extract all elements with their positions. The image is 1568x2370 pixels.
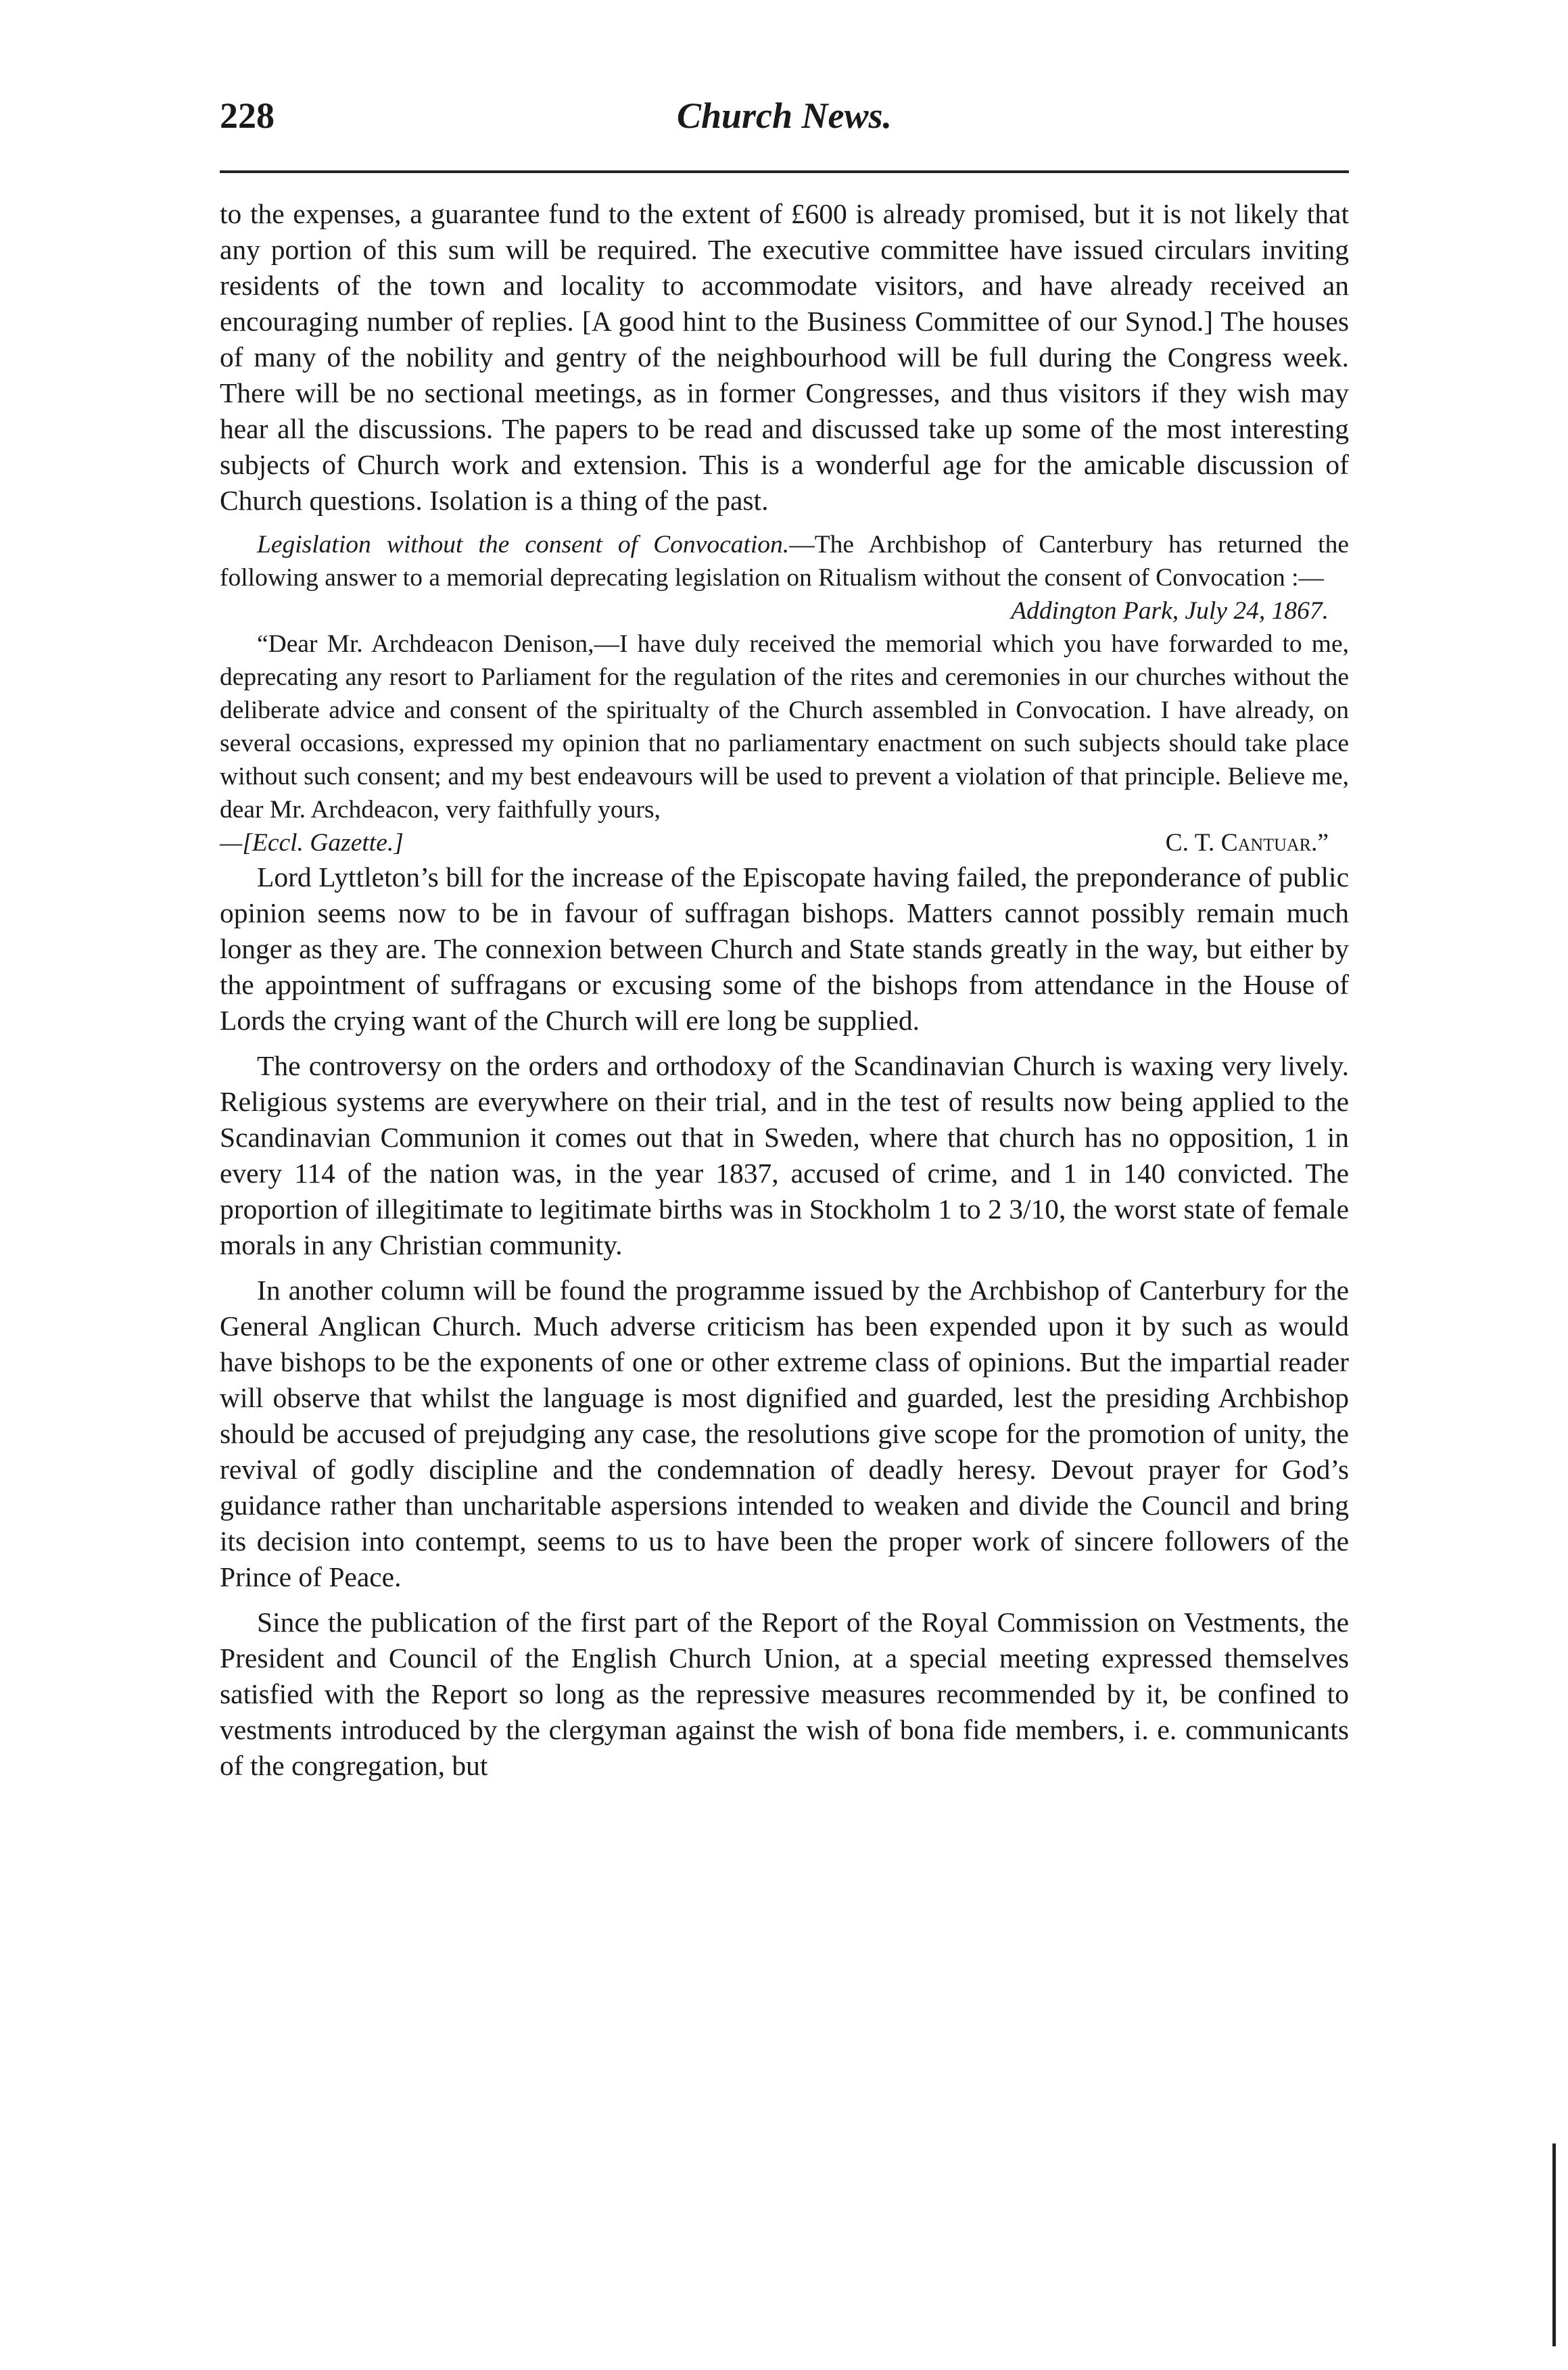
paragraph-vestments: Since the publication of the first part of the Report of the Royal Commission on Vestments, the President and Council of the English Church Union, at a special meeting expressed themselves satisfied with the Report so long as the repressive measures recommended by it, be confined to vestments introduced by the clergyman against the wish of bona fide members, i. e. communicants of the congregation, but [220,1607,1349,1781]
letter-dateline: Addington Park, July 24, 1867. [1011,597,1329,625]
paragraph-episcopate: Lord Lyttleton’s bill for the increase of the Episcopate having failed, the preponderance of public opinion seems now to be in favour of suffragan bishops. Matters cannot possibly remain much longer as they are. The connexion between Church and State stands greatly in the way, but either by the appointment of suffragans or excusing some of the bishops from attendance in the House of Lords the crying want of the Church will ere long be supplied. [220,861,1349,1036]
header-rule [220,170,1349,173]
letter-body: “Dear Mr. Archdeacon Denison,—I have duly received the memorial which you have forwarded to me, deprecating any resort to Parliament for the regulation of the rites and ceremonies in our churches without the deliberate advice and consent of the spiritualty of the Church assembled in Convocation. I have already, on several occasions, expressed my opinion that no parliamentary enactment on such subjects should take place without such consent; and my best endeavours will be used to prevent a violation of that principle. Believe me, dear Mr. Archdeacon, very faithfully yours, [220,630,1349,824]
paragraph-programme: In another column will be found the programme issued by the Archbishop of Canterbury for the General Anglican Church. Much adverse criticism has been expended upon it by such as would have bishops to be the exponents of one or other extreme class of opinions. But the impartial reader will observe that whilst the language is most dignified and guarded, lest the presiding Archbishop should be accused of prejudging any case, the resolutions give scope for the promotion of unity, the revival of godly discipline and the condemnation of deadly heresy. Devout prayer for God’s guidance rather than uncharitable aspersions intended to weaken and divide the Council and bring its decision into contempt, seems to us to have been the proper work of sincere followers of the Prince of Peace. [220,1275,1349,1592]
letter-signature: C. T. Cantuar.” [1165,829,1329,857]
legislation-heading: Legislation without the consent of Convocation. [257,531,790,559]
article-body [220,196,1349,1784]
paragraph-legislation [220,528,1349,594]
paragraph-scandinavian: The controversy on the orders and orthodoxy of the Scandinavian Church is waxing very lively. Religious systems are everywhere on their trial, and in the test of results now being applied to the Scandinavian Communion it comes out that in Sweden, where that church has no opposition, 1 in every 114 of the nation was, in the year 1837, accused of crime, and 1 in 140 convicted. The proportion of illegitimate to legitimate births was in Stockholm 1 to 2 3/10, the worst state of female morals in any Christian community. [220,1050,1349,1260]
paragraph-congress: to the expenses, a guarantee fund to the extent of £600 is already promised, but it is not likely that any portion of this sum will be required. The executive committee have issued circulars inviting residents of the town and locality to accommodate visitors, and have already received an encouraging number of replies. [A good hint to the Business Committee of our Synod.] The houses of many of the nobility and gentry of the neighbourhood will be full during the Congress week. There will be no sectional meetings, as in former Congresses, and thus visitors if they wish may hear all the discussions. The papers to be read and discussed take up some of the most interesting subjects of Church work and extension. This is a wonderful age for the amicable discussion of Church questions. Isolation is a thing of the past. [220,198,1349,516]
page-number: 228 [220,95,275,136]
letter-source: —[Eccl. Gazette.] [220,829,404,857]
page-header [220,95,1349,149]
running-title: Church News. [676,95,893,136]
margin-rule [1552,2143,1556,2346]
letter-signoff [220,826,1349,859]
legislation-text: —The Archbishop of Canterbury has returned the following answer to a memorial deprecating legislation on Ritualism without the consent of Convocation :— [220,531,1349,592]
